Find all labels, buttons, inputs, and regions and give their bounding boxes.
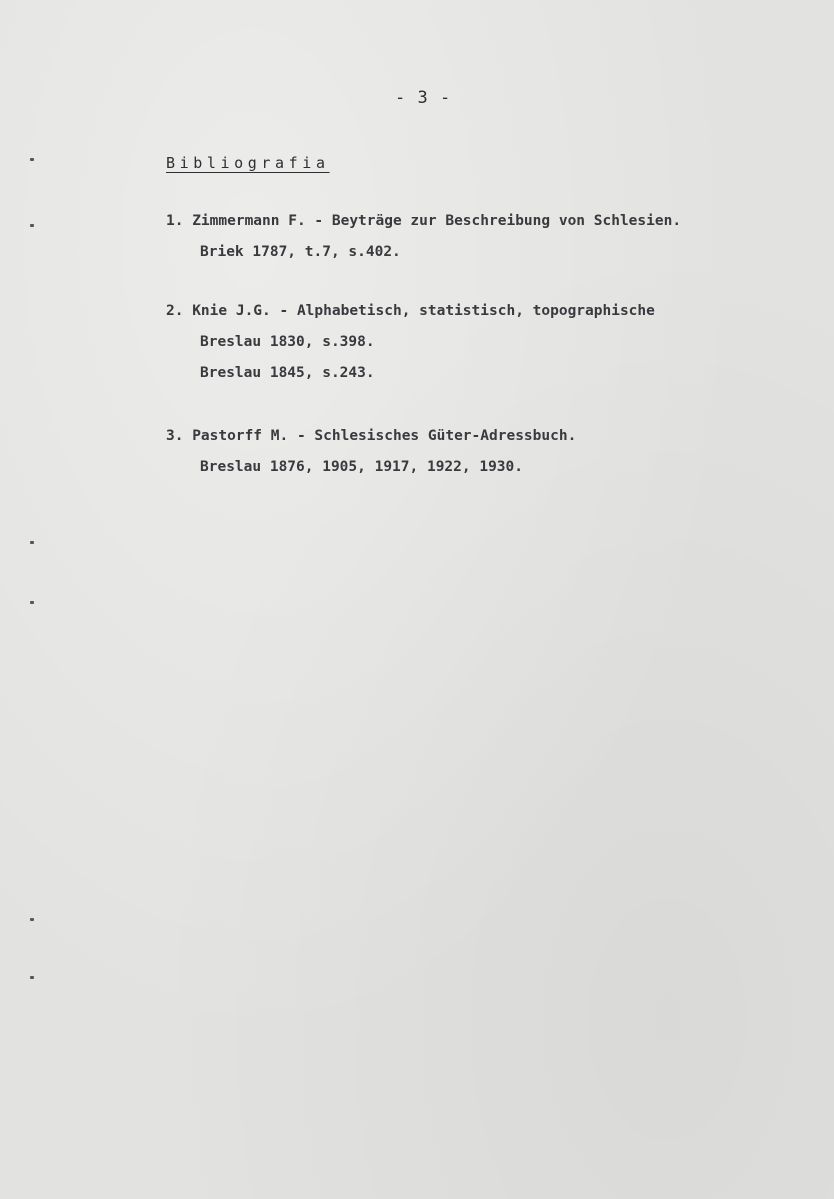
- entry-line: Briek 1787, t.7, s.402.: [200, 244, 401, 260]
- page-number: - 3 -: [395, 88, 452, 108]
- bibliography-entry: [166, 206, 681, 268]
- margin-punch-mark: [30, 158, 34, 161]
- margin-punch-mark: [30, 224, 34, 227]
- margin-punch-mark: [30, 541, 34, 544]
- margin-punch-mark: [30, 918, 34, 921]
- entry-line: Breslau 1845, s.243.: [200, 365, 375, 381]
- entry-line: Breslau 1830, s.398.: [200, 334, 375, 350]
- bibliography-entry: [166, 296, 655, 389]
- page-title: Bibliografia: [166, 154, 330, 172]
- entry-line: Breslau 1876, 1905, 1917, 1922, 1930.: [200, 459, 524, 475]
- entry-line: 2. Knie J.G. - Alphabetisch, statistisch, topographische: [166, 303, 655, 319]
- margin-punch-mark: [30, 601, 34, 604]
- bibliography-entry: [166, 421, 576, 483]
- entry-line: 1. Zimmermann F. - Beyträge zur Beschreibung von Schlesien.: [166, 213, 682, 229]
- margin-punch-mark: [30, 976, 34, 979]
- entry-line: 3. Pastorff M. - Schlesisches Güter-Adressbuch.: [166, 428, 577, 444]
